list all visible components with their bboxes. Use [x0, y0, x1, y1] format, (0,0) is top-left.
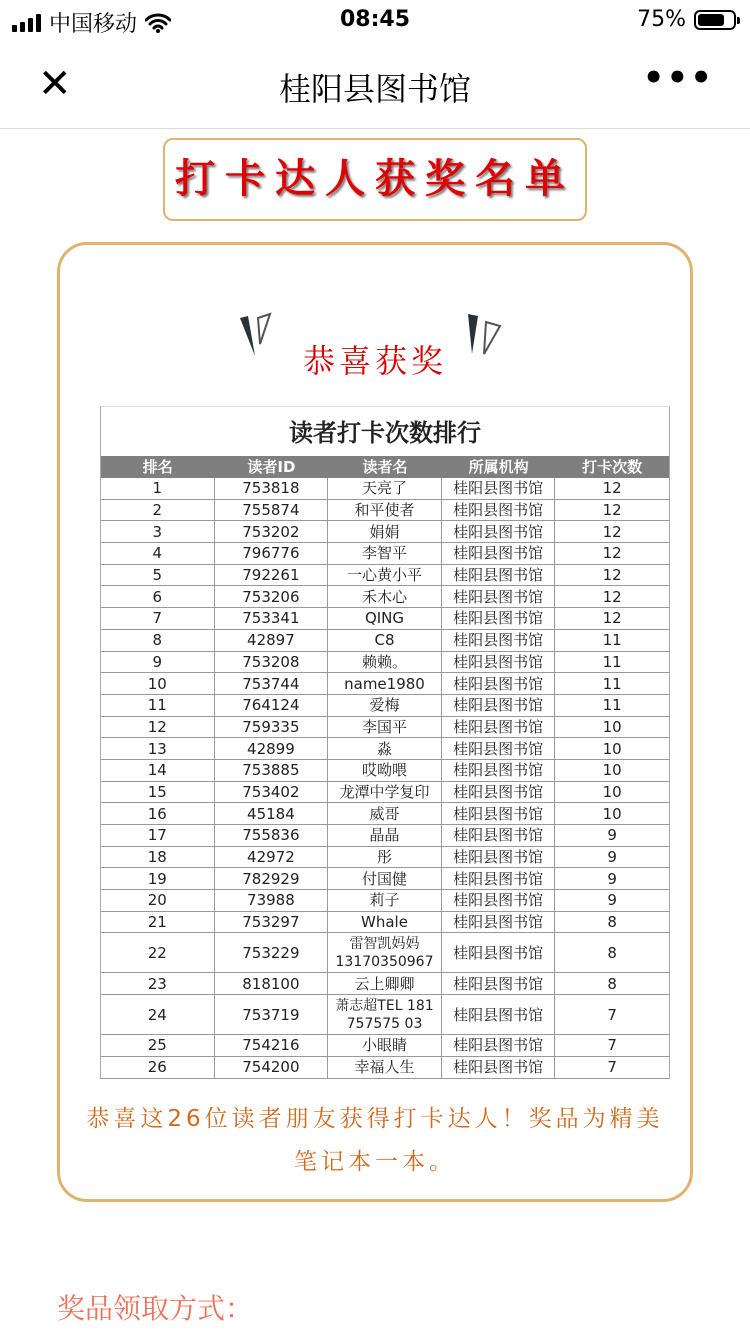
reader-name-cell: 天亮了: [328, 478, 442, 499]
reader-id-cell: 764124: [215, 695, 329, 716]
reader-id-cell: 42897: [215, 630, 329, 651]
reader-name-cell: 雷智凯妈妈 13170350967: [328, 933, 442, 972]
table-title: 读者打卡次数排行: [289, 418, 481, 447]
count-cell: 8: [607, 974, 617, 993]
rank-cell: 13: [101, 738, 215, 759]
org-cell: 桂阳县图书馆: [442, 521, 556, 542]
org-cell: 桂阳县图书馆: [442, 825, 556, 846]
table-row: [101, 565, 669, 587]
org-cell: 桂阳县图书馆: [442, 630, 556, 651]
reader-name-cell: C8: [328, 630, 442, 651]
status-bar: [0, 0, 750, 40]
org-cell: 桂阳县图书馆: [442, 973, 556, 994]
org-cell: 桂阳县图书馆: [442, 608, 556, 629]
reader-name-cell: 莉子: [328, 890, 442, 911]
reader-id-cell: 42972: [215, 847, 329, 868]
reader-name-cell: 一心黄小平: [328, 565, 442, 586]
rank-cell: 17: [101, 825, 215, 846]
header-cell: 排名: [142, 458, 173, 476]
org-cell: 桂阳县图书馆: [442, 912, 556, 933]
table-row: [101, 1035, 669, 1057]
table-row: [101, 868, 669, 890]
reader-name-cell: 云上卿卿: [328, 973, 442, 994]
count-cell: 11: [602, 696, 622, 715]
rank-cell: 11: [101, 695, 215, 716]
reader-id-cell: 753341: [215, 608, 329, 629]
table-row: [101, 586, 669, 608]
count-cell: 7: [607, 1058, 617, 1077]
rank-cell: 16: [101, 803, 215, 824]
count-cell: 12: [602, 609, 622, 628]
org-cell: 桂阳县图书馆: [442, 565, 556, 586]
count-cell: 12: [602, 522, 622, 541]
rank-cell: 23: [101, 973, 215, 994]
org-cell: 桂阳县图书馆: [442, 500, 556, 521]
org-cell: 桂阳县图书馆: [442, 1035, 556, 1056]
table-row: [101, 500, 669, 522]
rank-cell: 26: [101, 1057, 215, 1078]
reader-id-cell: 755874: [215, 500, 329, 521]
org-cell: 桂阳县图书馆: [442, 782, 556, 803]
reader-name-cell: 淼: [328, 738, 442, 759]
count-cell: 9: [607, 891, 617, 910]
table-header: [101, 456, 669, 478]
rank-cell: 9: [101, 652, 215, 673]
table-row: [101, 478, 669, 500]
reader-name-cell: name1980: [328, 673, 442, 694]
table-row: [101, 847, 669, 869]
org-cell: 桂阳县图书馆: [442, 543, 556, 564]
reader-id-cell: 753744: [215, 673, 329, 694]
reader-id-cell: 754216: [215, 1035, 329, 1056]
rank-cell: 12: [101, 717, 215, 738]
table-row: [101, 995, 669, 1035]
count-cell: 7: [607, 1036, 617, 1055]
page-title: 桂阳县图书馆: [278, 70, 471, 108]
rank-cell: 21: [101, 912, 215, 933]
table-row: [101, 1057, 669, 1079]
reader-name-cell: 哎呦喂: [328, 760, 442, 781]
reader-name-cell: Whale: [328, 912, 442, 933]
reader-id-cell: 753208: [215, 652, 329, 673]
reader-name-cell: QING: [328, 608, 442, 629]
rank-cell: 10: [101, 673, 215, 694]
reader-name-cell: 娟娟: [328, 521, 442, 542]
rank-cell: 24: [101, 995, 215, 1034]
battery-percent: 75%: [637, 7, 686, 32]
reader-name-cell: 小眼睛: [328, 1035, 442, 1056]
banner-title: 打卡达人获奖名单: [163, 138, 587, 221]
count-cell: 9: [607, 848, 617, 867]
org-cell: 桂阳县图书馆: [442, 1057, 556, 1078]
table-row: [101, 782, 669, 804]
reader-name-cell: 付国健: [328, 868, 442, 889]
congrats-heading: 恭喜获奖: [302, 342, 447, 380]
prize-heading: 奖品领取方式：: [57, 1292, 254, 1325]
reader-id-cell: 796776: [215, 543, 329, 564]
rank-cell: 19: [101, 868, 215, 889]
org-cell: 桂阳县图书馆: [442, 995, 556, 1034]
table-row: [101, 673, 669, 695]
count-cell: 12: [602, 587, 622, 606]
reader-id-cell: 753206: [215, 586, 329, 607]
nav-bar: [0, 40, 750, 129]
org-cell: 桂阳县图书馆: [442, 673, 556, 694]
table-row: [101, 933, 669, 973]
rank-cell: 15: [101, 782, 215, 803]
table-row: [101, 652, 669, 674]
clock: 08:45: [339, 7, 411, 32]
rank-cell: 1: [101, 478, 215, 499]
org-cell: 桂阳县图书馆: [442, 868, 556, 889]
table-row: [101, 717, 669, 739]
table-row: [101, 608, 669, 630]
count-cell: 10: [602, 782, 622, 801]
org-cell: 桂阳县图书馆: [442, 890, 556, 911]
reader-name-cell: 和平使者: [328, 500, 442, 521]
org-cell: 桂阳县图书馆: [442, 478, 556, 499]
reader-id-cell: 759335: [215, 717, 329, 738]
reader-id-cell: 42899: [215, 738, 329, 759]
count-cell: 12: [602, 501, 622, 520]
count-cell: 11: [602, 674, 622, 693]
rank-cell: 7: [101, 608, 215, 629]
rank-cell: 4: [101, 543, 215, 564]
header-cell: 读者ID: [247, 458, 296, 476]
reader-id-cell: 754200: [215, 1057, 329, 1078]
header-cell: 所属机构: [468, 458, 529, 476]
count-cell: 8: [607, 913, 617, 932]
count-cell: 7: [607, 1005, 617, 1024]
table-row: [101, 521, 669, 543]
count-cell: 10: [602, 761, 622, 780]
org-cell: 桂阳县图书馆: [442, 738, 556, 759]
reader-id-cell: 792261: [215, 565, 329, 586]
reader-name-cell: 李国平: [328, 717, 442, 738]
table-row: [101, 695, 669, 717]
reader-name-cell: 爱梅: [328, 695, 442, 716]
footer-text: 恭喜这26位读者朋友获得打卡达人！奖品为精美笔记本一本。: [86, 1106, 664, 1175]
rank-cell: 8: [101, 630, 215, 651]
reader-id-cell: 782929: [215, 868, 329, 889]
table-row: [101, 803, 669, 825]
org-cell: 桂阳县图书馆: [442, 760, 556, 781]
count-cell: 11: [602, 652, 622, 671]
reader-id-cell: 818100: [215, 973, 329, 994]
rank-cell: 22: [101, 933, 215, 972]
reader-id-cell: 73988: [215, 890, 329, 911]
org-cell: 桂阳县图书馆: [442, 933, 556, 972]
count-cell: 12: [602, 544, 622, 563]
count-cell: 8: [607, 943, 617, 962]
table-row: [101, 738, 669, 760]
reader-id-cell: 753719: [215, 995, 329, 1034]
reader-id-cell: 753402: [215, 782, 329, 803]
header-cell: 打卡次数: [582, 458, 643, 476]
org-cell: 桂阳县图书馆: [442, 847, 556, 868]
rank-cell: 3: [101, 521, 215, 542]
count-cell: 9: [607, 869, 617, 888]
count-cell: 12: [602, 479, 622, 498]
reader-id-cell: 755836: [215, 825, 329, 846]
rank-cell: 5: [101, 565, 215, 586]
org-cell: 桂阳县图书馆: [442, 717, 556, 738]
reader-name-cell: 禾木心: [328, 586, 442, 607]
header-cell: 读者名: [362, 458, 408, 476]
table-row: [101, 760, 669, 782]
count-cell: 10: [602, 717, 622, 736]
reader-id-cell: 753818: [215, 478, 329, 499]
org-cell: 桂阳县图书馆: [442, 695, 556, 716]
carrier: 中国移动: [49, 12, 138, 37]
rank-cell: 25: [101, 1035, 215, 1056]
count-cell: 10: [602, 804, 622, 823]
more-icon[interactable]: •••: [642, 58, 714, 98]
rank-cell: 14: [101, 760, 215, 781]
table-row: [101, 973, 669, 995]
rank-cell: 18: [101, 847, 215, 868]
reader-name-cell: 彤: [328, 847, 442, 868]
table-row: [101, 825, 669, 847]
reader-name-cell: 幸福人生: [328, 1057, 442, 1078]
reader-id-cell: 753297: [215, 912, 329, 933]
count-cell: 10: [602, 739, 622, 758]
org-cell: 桂阳县图书馆: [442, 586, 556, 607]
reader-name-cell: 威哥: [328, 803, 442, 824]
reader-id-cell: 753202: [215, 521, 329, 542]
table-row: [101, 890, 669, 912]
rank-cell: 2: [101, 500, 215, 521]
reader-id-cell: 753885: [215, 760, 329, 781]
reader-name-cell: 龙潭中学复印: [328, 782, 442, 803]
table-row: [101, 543, 669, 565]
org-cell: 桂阳县图书馆: [442, 803, 556, 824]
count-cell: 11: [602, 631, 622, 650]
reader-name-cell: 赖赖。: [328, 652, 442, 673]
count-cell: 9: [607, 826, 617, 845]
count-cell: 12: [602, 566, 622, 585]
reader-id-cell: 45184: [215, 803, 329, 824]
reader-id-cell: 753229: [215, 933, 329, 972]
rank-cell: 20: [101, 890, 215, 911]
table-row: [101, 630, 669, 652]
close-icon[interactable]: ✕: [38, 61, 72, 107]
rank-cell: 6: [101, 586, 215, 607]
ranking-table: [100, 406, 670, 1079]
reader-name-cell: 萧志超TEL 181 757575 03: [328, 995, 442, 1034]
reader-name-cell: 晶晶: [328, 825, 442, 846]
battery-icon: [694, 10, 736, 30]
reader-name-cell: 李智平: [328, 543, 442, 564]
org-cell: 桂阳县图书馆: [442, 652, 556, 673]
table-row: [101, 912, 669, 934]
